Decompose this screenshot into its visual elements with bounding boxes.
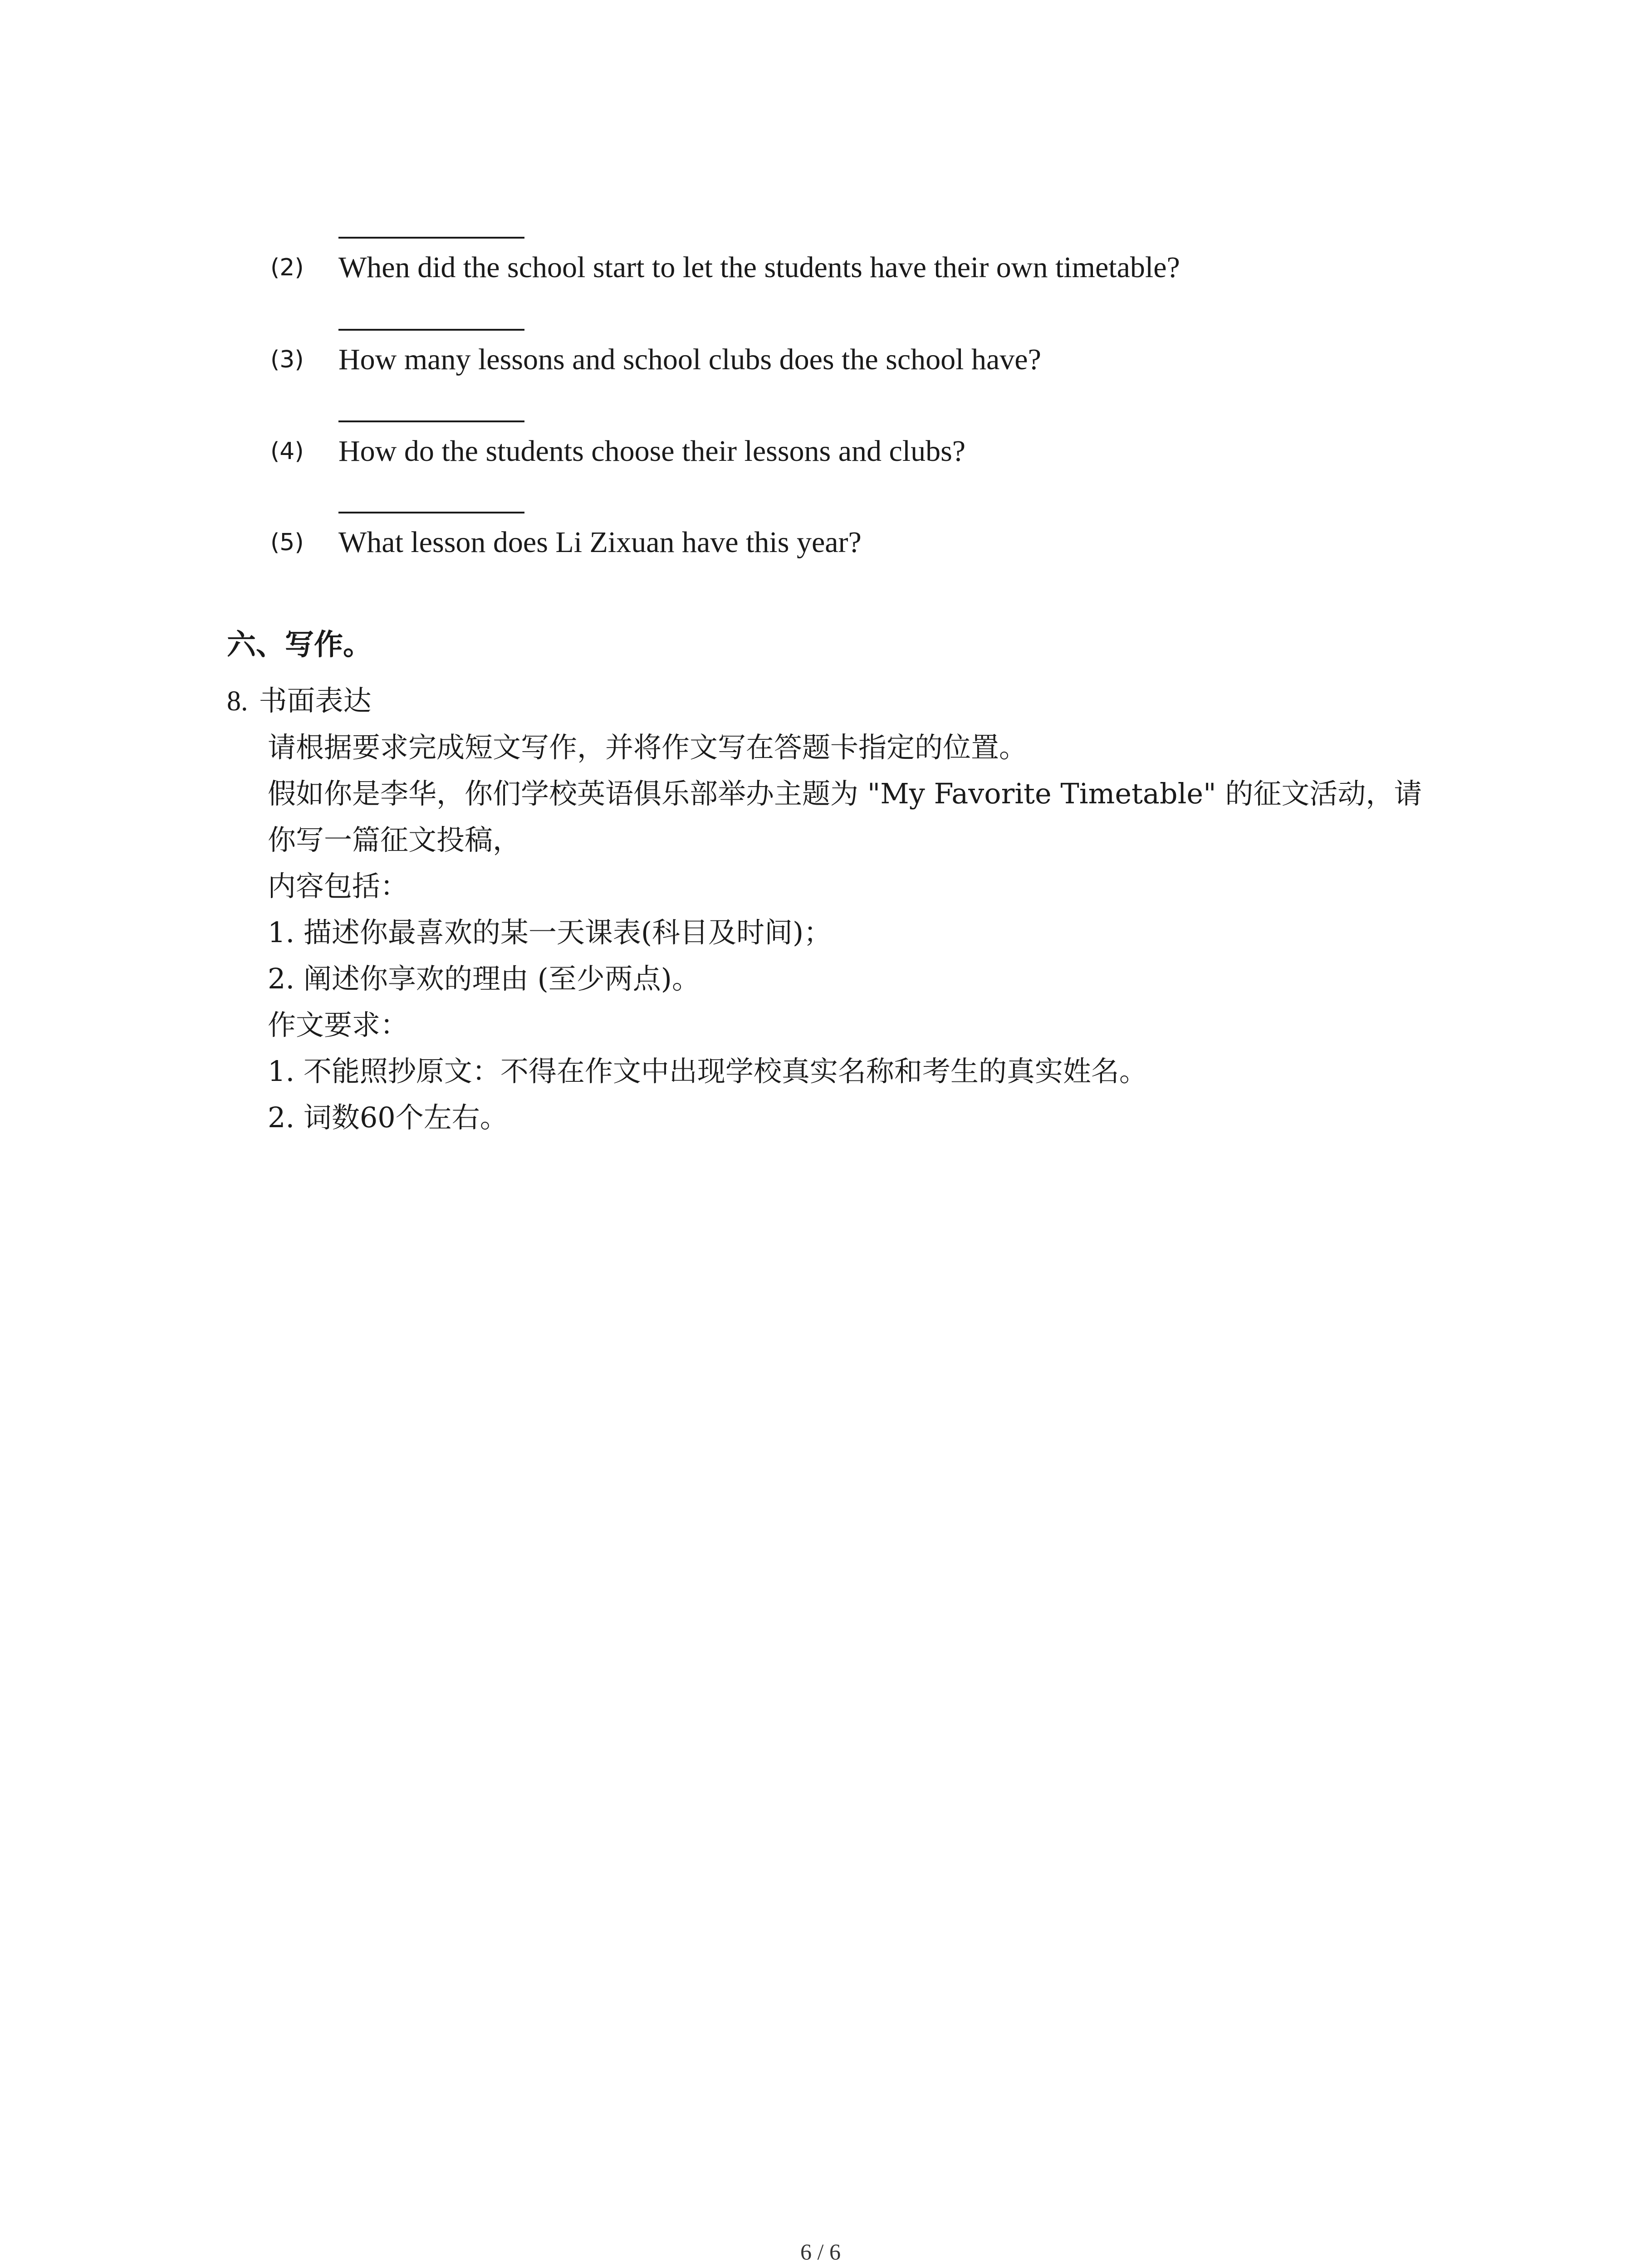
answer-blank — [338, 420, 524, 422]
answer-blank — [338, 237, 524, 239]
task-instruction-line: 内容包括： — [268, 870, 409, 903]
question-text: What lesson does Li Zixuan have this year? — [338, 526, 862, 559]
task-instruction-line: 1. 描述你最喜欢的某一天课表(科目及时间)； — [268, 916, 832, 949]
page-number: 6 / 6 — [800, 2239, 841, 2264]
question-item — [270, 420, 1586, 511]
question-text: How do the students choose their lessons and clubs? — [338, 435, 966, 468]
question-number: (5) — [270, 529, 304, 556]
answer-blank — [338, 512, 524, 513]
section-heading-writing: 六、写作。 — [227, 628, 372, 662]
question-number: (4) — [270, 438, 304, 465]
task-instruction-line: 2. 词数60个左右。 — [268, 1101, 508, 1134]
task-instruction-line: 1. 不能照抄原文：不得在作文中出现学校真实名称和考生的真实姓名。 — [268, 1055, 1147, 1088]
question-number: (3) — [270, 346, 304, 373]
task-title — [227, 678, 372, 719]
question-text: How many lessons and school clubs does the school have? — [338, 343, 1041, 376]
task-number: 8. — [227, 686, 248, 717]
question-item — [270, 329, 1586, 420]
task-instruction-line: 2. 阐述你享欢的理由 (至少两点)。 — [268, 962, 700, 995]
task-instruction-line: 请根据要求完成短文写作，并将作文写在答题卡指定的位置。 — [268, 731, 1028, 764]
question-text: When did the school start to let the students have their own timetable? — [338, 251, 1180, 284]
task-title-text: 书面表达 — [259, 684, 372, 717]
question-item — [270, 237, 1586, 327]
task-instruction-line: 假如你是李华，你们学校英语俱乐部举办主题为 "My Favorite Timetable" 的征文活动，请 — [268, 777, 1422, 810]
question-item — [270, 512, 1586, 602]
task-instruction-line: 你写一篇征文投稿， — [268, 823, 521, 856]
answer-blank — [338, 329, 524, 331]
question-number: (2) — [270, 254, 304, 281]
task-instruction-line: 作文要求： — [268, 1008, 409, 1041]
